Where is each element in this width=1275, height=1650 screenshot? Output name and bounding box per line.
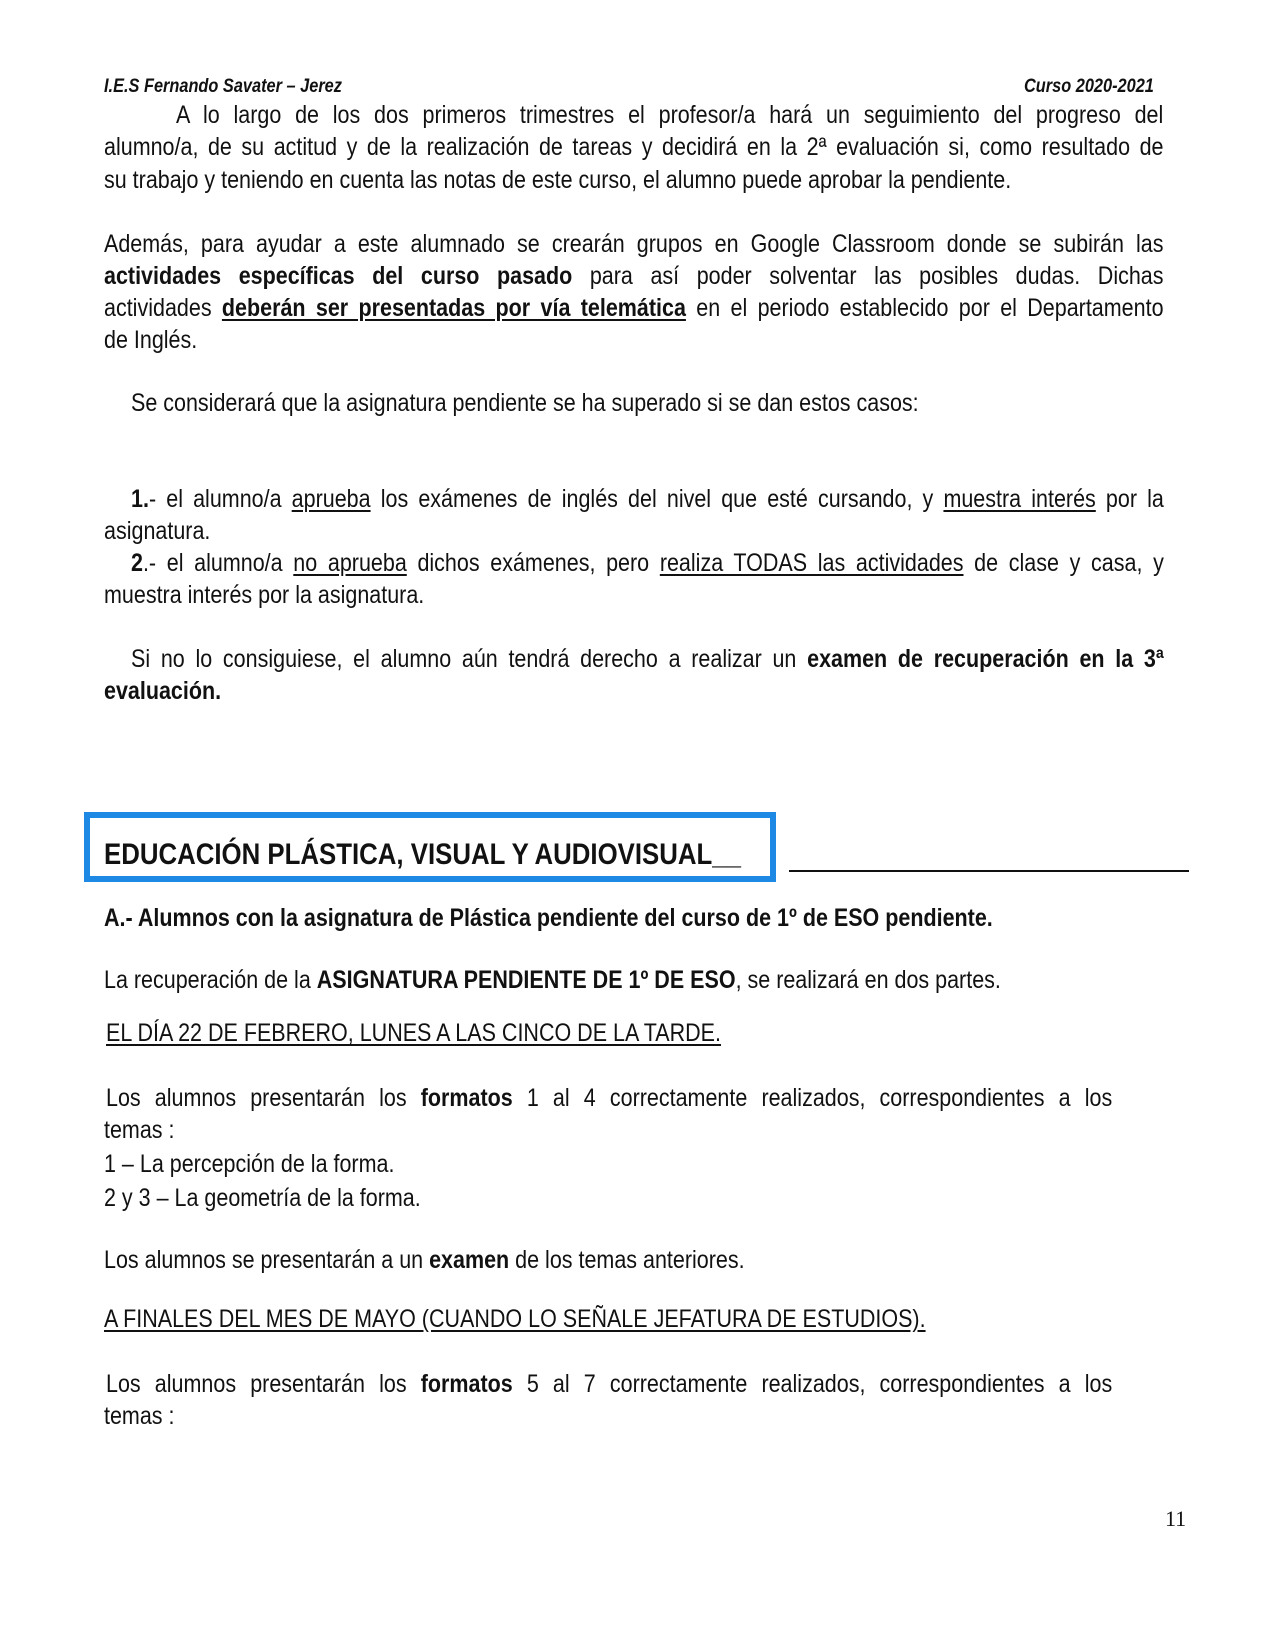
paragraph-1-line-2: alumno/a, de su actitud y de la realización de tareas y decidirá en la 2ª evaluación si, como resultado de	[104, 133, 1164, 161]
paragraph-2-line-3: actividades deberán ser presentadas por vía telemática en el periodo establecido por el Departamento	[104, 294, 1164, 322]
paragraph-6-line-4: 2 y 3 – La geometría de la forma.	[104, 1184, 421, 1212]
paragraph-2-line-2: actividades específicas del curso pasado para así poder solventar las posibles dudas. Dichas	[104, 262, 1164, 290]
paragraph-6-line-3: 1 – La percepción de la forma.	[104, 1150, 395, 1178]
paragraph-7: Los alumnos se presentarán a un examen de los temas anteriores.	[104, 1246, 745, 1274]
case-1-line-2: asignatura.	[104, 517, 211, 545]
paragraph-6-line-1: Los alumnos presentarán los formatos 1 al 4 correctamente realizados, correspondientes a los	[106, 1084, 1113, 1112]
page-number: 11	[1165, 1506, 1187, 1531]
date-2: A FINALES DEL MES DE MAYO (CUANDO LO SEÑALE JEFATURA DE ESTUDIOS).	[104, 1305, 926, 1333]
section-underline-rule	[789, 870, 1189, 872]
case-2-line-2: muestra interés por la asignatura.	[104, 581, 425, 609]
paragraph-6-line-2: temas :	[104, 1116, 175, 1144]
paragraph-3: Se considerará que la asignatura pendiente se ha superado si se dan estos casos:	[131, 389, 919, 417]
date-1: EL DÍA 22 DE FEBRERO, LUNES A LAS CINCO DE LA TARDE.	[106, 1019, 721, 1047]
header-course: Curso 2020-2021	[1024, 76, 1154, 97]
paragraph-8-line-1: Los alumnos presentarán los formatos 5 al 7 correctamente realizados, correspondientes a los	[106, 1370, 1113, 1398]
paragraph-2-line-1: Además, para ayudar a este alumnado se crearán grupos en Google Classroom donde se subirán las	[104, 230, 1164, 258]
section-heading	[84, 812, 1194, 892]
subsection-a-heading: A.- Alumnos con la asignatura de Plástica pendiente del curso de 1º de ESO pendiente.	[104, 904, 993, 932]
case-1-line-1: 1.- el alumno/a aprueba los exámenes de inglés del nivel que esté cursando, y muestra interés por la	[131, 485, 1164, 513]
paragraph-1-line-1: A lo largo de los dos primeros trimestres el profesor/a hará un seguimiento del progreso del	[176, 101, 1164, 129]
paragraph-8-line-2: temas :	[104, 1402, 175, 1430]
paragraph-4-line-2: evaluación.	[104, 677, 222, 705]
section-title: EDUCACIÓN PLÁSTICA, VISUAL Y AUDIOVISUAL__	[104, 838, 741, 871]
paragraph-4-line-1: Si no lo consiguiese, el alumno aún tendrá derecho a realizar un examen de recuperación en la 3ª	[131, 645, 1164, 673]
paragraph-1-line-3: su trabajo y teniendo en cuenta las notas de este curso, el alumno puede aprobar la pendiente.	[104, 166, 1012, 194]
paragraph-2-line-4: de Inglés.	[104, 326, 198, 354]
header-school: I.E.S Fernando Savater – Jerez	[104, 76, 342, 97]
paragraph-5: La recuperación de la ASIGNATURA PENDIENTE DE 1º DE ESO, se realizará en dos partes.	[104, 966, 1001, 994]
case-2-line-1: 2.- el alumno/a no aprueba dichos exámenes, pero realiza TODAS las actividades de clase y casa, y	[131, 549, 1164, 577]
